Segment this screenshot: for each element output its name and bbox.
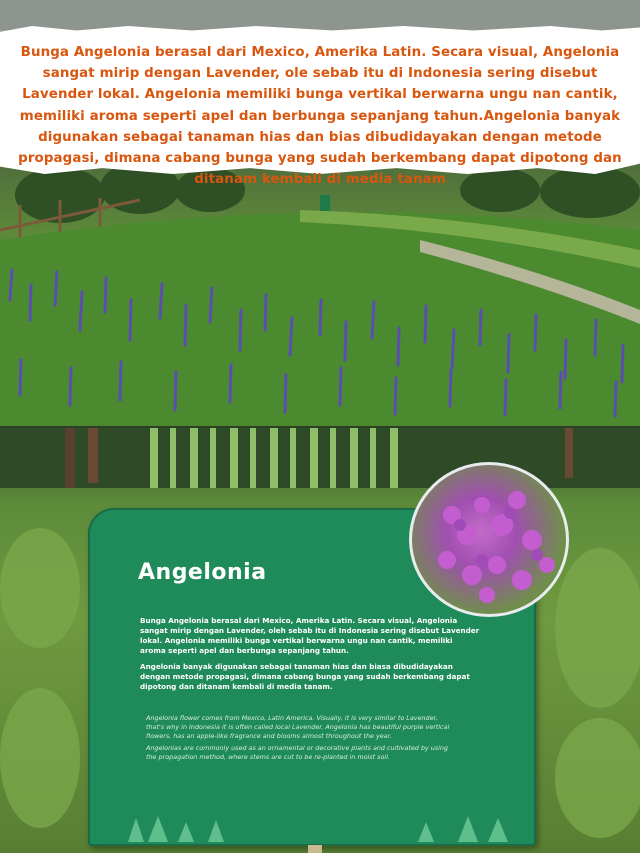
- sign-english-paragraph-2: Angelonias are commonly used as an ornamental or decorative plants and cultivated by using the propagation method, where stems are cut to be re-planted in moist soil.: [146, 744, 448, 761]
- pine-tree-icon: [118, 814, 518, 842]
- sign-post: [308, 845, 322, 853]
- sign-title: Angelonia: [138, 560, 267, 585]
- flower-closeup-photo: [409, 462, 569, 617]
- sign-indonesian-paragraph-2: Angelonia banyak digunakan sebagai tanaman hias dan biasa dibudidayakan dengan metode propagasi, dimana cabang bunga yang sudah berkembang dapat dipotong dan ditanam kembali di media tanam.: [140, 662, 470, 691]
- sign-english-paragraph-1: Angelonia flower comes from Mexico, Latin America. Visually, it is very similar to Lavender, that's why in Indonesia it is often called local Lavender. Angelonia has beautiful purple vertical flowers, has an apple-like fragrance and blooms almost throughout the year.: [146, 714, 450, 740]
- sign-indonesian-paragraph-1: Bunga Angelonia berasal dari Mexico, Amerika Latin. Secara visual, Angelonia sangat mirip dengan Lavender, oleh sebab itu di Indonesia sering disebut Lavender lokal. Angelonia memiliki bunga vertikal berwarna ungu nan cantik, memiliki aroma seperti apel dan berbunga sepanjang tahun.: [140, 616, 480, 655]
- angelonia-flowers-svg: [412, 465, 569, 617]
- caption-text: Bunga Angelonia berasal dari Mexico, Amerika Latin. Secara visual, Angelonia sangat mirip dengan Lavender, ole sebab itu di Indonesia sering disebut Lavender lokal. Angelonia memiliki bunga vertikal berwarna ungu nan cantik, memiliki aroma seperti apel dan berbunga sepanjang tahun.Angelonia banyak digunakan sebagai tanaman hias dan bias dibudidayakan dengan metode propagasi, dimana cabang bunga yang sudah berkembang dapat dipotong dan ditanam kembali di media tanam: [18, 45, 622, 188]
